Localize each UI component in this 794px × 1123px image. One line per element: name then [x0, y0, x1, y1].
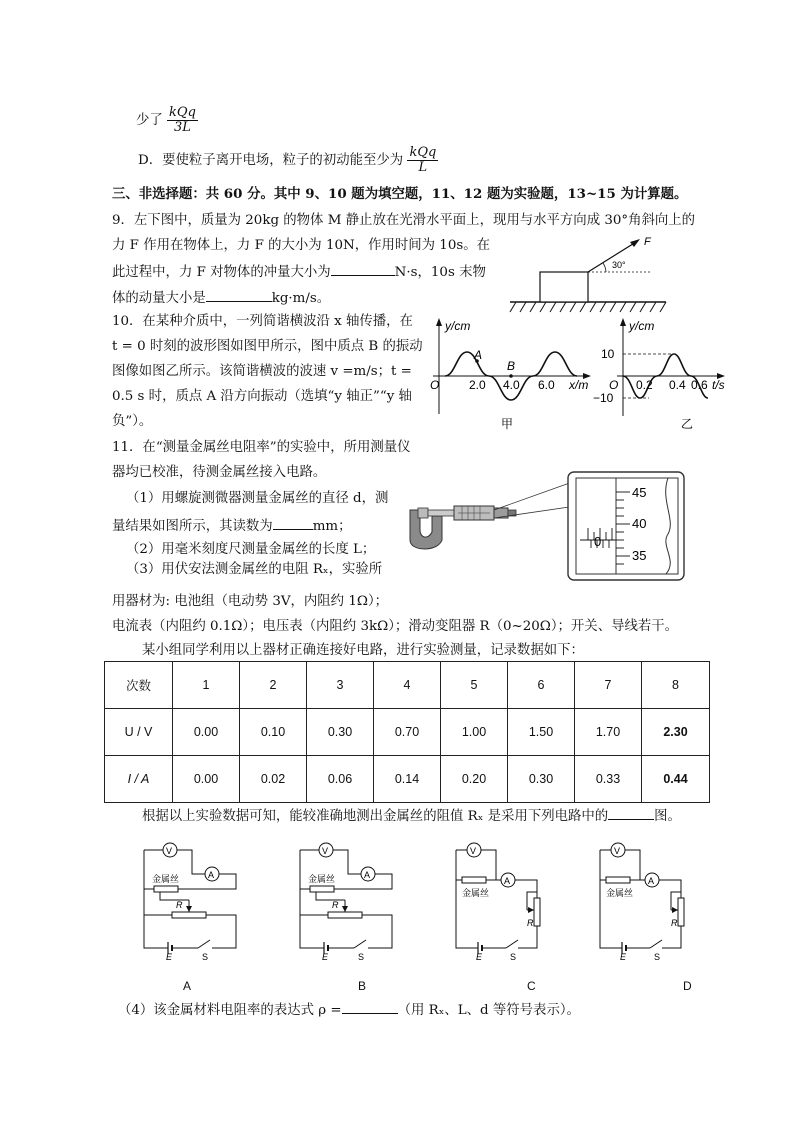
circuit-d-label: D [683, 979, 692, 993]
table-cell: 0.44 [642, 756, 710, 803]
ammeter-label: A [648, 876, 655, 886]
option-d-text: D．要使粒子离开电场，粒子的初动能至少为 [138, 153, 404, 168]
q11-part4 [118, 999, 580, 1021]
voltmeter-label: V [166, 846, 173, 856]
q11-part1-text: 量结果如图所示，其读数为 [112, 519, 273, 534]
voltmeter-label: V [322, 846, 329, 856]
fraction-denominator: L [418, 160, 428, 175]
battery-label: E [620, 952, 627, 960]
table-cell: U / V [105, 709, 173, 756]
table-cell: 1 [173, 662, 240, 709]
option-d [138, 146, 438, 175]
section-heading: 三、非选择题：共 60 分。其中 9、10 题为填空题，11、12 题为实验题，13~15 为计算题。 [112, 186, 688, 202]
wave-graph-jia [425, 318, 600, 430]
table-cell: 0.14 [374, 756, 441, 803]
circuit-b-label: B [358, 979, 367, 993]
q11-part4-tail: （用 Rₓ、L、d 等符号表示）。 [397, 1003, 580, 1018]
q9-line4-text: 体的动量大小是 [112, 291, 206, 306]
origin-yi: O [609, 378, 619, 392]
record-intro: 某小组同学利用以上器材正确连接好电路，进行实验测量，记录数据如下： [142, 643, 584, 658]
q10-line3: 图像如图乙所示。该简谐横波的波速 v =m/s；t = [112, 364, 412, 379]
q10-line5: 负”）。 [112, 414, 153, 429]
table-cell: 0.30 [307, 709, 374, 756]
q11-line1: 11．在“测量金属丝电阻率”的实验中，所用测量仪 [112, 440, 411, 455]
q9-line3-text: 此过程中，力 F 对物体的冲量大小为 [112, 265, 331, 280]
table-row [105, 756, 710, 803]
block-m [540, 272, 588, 302]
rheostat-label: R [527, 918, 534, 928]
tick-yi-1: 0.2 [636, 378, 653, 392]
caption-jia: 甲 [501, 417, 514, 430]
q10-line2: t = 0 时刻的波形图如图甲所示，图中质点 B 的振动 [112, 339, 423, 354]
q11-part2: （2）用毫米刻度尺测量金属丝的长度 L； [126, 542, 376, 557]
option-c-fraction [167, 106, 198, 135]
q9-force-diagram [508, 232, 668, 318]
q11-part3: （3）用伏安法测金属丝的电阻 Rₓ，实验所 [126, 562, 383, 577]
table-cell: 8 [642, 662, 710, 709]
table-cell: 0.00 [173, 709, 240, 756]
table-cell: 1.70 [575, 709, 642, 756]
option-d-fraction [407, 146, 438, 175]
fraction-numerator: kQq [169, 105, 196, 120]
equipment-line1: 用器材为: 电池组（电动势 3V，内阻约 1Ω）； [112, 594, 389, 609]
point-b-label: B [507, 359, 516, 373]
xlabel-yi: t/s [712, 378, 725, 392]
circuit-a-label: A [183, 979, 192, 993]
circuit-b[interactable] [296, 836, 400, 960]
fraction-denominator: 3L [174, 120, 191, 135]
q9-line4 [112, 287, 330, 309]
thimble-45: 45 [632, 485, 647, 500]
table-cell: 3 [307, 662, 374, 709]
tick-jia-2: 4.0 [503, 378, 520, 392]
force-label: F [644, 236, 651, 248]
circuit-d[interactable] [596, 836, 692, 960]
q10-line4: 0.5 s 时，质点 A 沿方向振动（选填“y 轴正”“y 轴 [112, 389, 412, 404]
switch-label: S [654, 952, 661, 960]
vibration-graph-yi [593, 318, 745, 430]
resistivity-blank[interactable] [342, 999, 398, 1014]
voltmeter-label: V [614, 846, 621, 856]
table-cell: 5 [441, 662, 508, 709]
circuit-choice-blank[interactable] [608, 805, 654, 820]
q9-line4-unit: kg·m/s。 [271, 291, 331, 306]
rheostat-label: R [671, 918, 678, 928]
thimble-40: 40 [632, 516, 647, 531]
q9-line2: 力 F 作用在物体上，力 F 的大小为 10N，作用时间为 10s。在 [112, 238, 490, 253]
q11-part1-line2 [112, 515, 351, 537]
origin-jia: O [430, 378, 440, 392]
table-header-row [105, 662, 710, 709]
table-cell: 0.33 [575, 756, 642, 803]
ytick-neg-yi: −10 [593, 391, 614, 405]
table-cell: 0.70 [374, 709, 441, 756]
conclusion-text: 根据以上实验数据可知，能较准确地测出金属丝的阻值 Rₓ 是采用下列电路中的 [142, 809, 609, 824]
table-cell: 0.00 [173, 756, 240, 803]
rheostat-label: R [176, 900, 183, 910]
tick-yi-3: 0.6 [691, 378, 708, 392]
table-row [105, 709, 710, 756]
q9-line3 [112, 261, 486, 283]
rheostat-label: R [332, 900, 339, 910]
sleeve-zero: 0 [594, 534, 602, 549]
voltmeter-label: V [470, 846, 477, 856]
table-cell: 4 [374, 662, 441, 709]
angle-label: 30° [612, 260, 626, 270]
q9-answer-blank-2[interactable] [206, 287, 272, 302]
table-cell: I / A [105, 756, 173, 803]
q11-part1-line1: （1）用螺旋测微器测量金属丝的直径 d，测 [126, 491, 389, 506]
q9-answer-blank-1[interactable] [331, 261, 395, 276]
switch-label: S [202, 952, 209, 960]
tick-jia-3: 6.0 [538, 378, 555, 392]
caption-yi: 乙 [681, 417, 694, 430]
table-cell: 0.02 [240, 756, 307, 803]
fraction-numerator: kQq [409, 145, 437, 160]
wire-label: 金属丝 [308, 874, 336, 884]
table-cell: 0.30 [508, 756, 575, 803]
switch-label: S [510, 952, 517, 960]
wire-label: 金属丝 [462, 888, 490, 898]
q10-line1: 10．在某种介质中，一列简谐横波沿 x 轴传播，在 [112, 314, 413, 329]
thimble-35: 35 [632, 548, 647, 563]
circuit-c-label: C [527, 979, 536, 993]
table-cell: 2.30 [642, 709, 710, 756]
table-cell: 6 [508, 662, 575, 709]
q11-part4-text: （4）该金属材料电阻率的表达式 ρ = [118, 1003, 342, 1018]
table-cell: 7 [575, 662, 642, 709]
q9-line3-unit: N·s，10s 末物 [394, 265, 486, 280]
wire-label: 金属丝 [606, 888, 634, 898]
battery-label: E [476, 952, 483, 960]
table-cell: 2 [240, 662, 307, 709]
ammeter-label: A [504, 876, 511, 886]
tick-yi-2: 0.4 [669, 378, 686, 392]
q11-line2: 器均已校准，待测金属丝接入电路。 [112, 465, 327, 480]
circuit-a[interactable] [140, 836, 244, 960]
option-c-tail [136, 106, 198, 135]
q11-part1-unit: mm； [312, 519, 352, 534]
ylabel-yi: y/cm [629, 319, 655, 333]
ytick-pos-yi: 10 [601, 347, 615, 361]
equipment-line2: 电流表（内阻约 0.1Ω）；电压表（内阻约 3kΩ）；滑动变阻器 R（0~20Ω）；开关、导线若干。 [112, 619, 679, 634]
table-cell: 0.20 [441, 756, 508, 803]
tick-jia-1: 2.0 [469, 378, 486, 392]
table-cell: 0.06 [307, 756, 374, 803]
ammeter-label: A [364, 870, 371, 880]
data-table [104, 661, 710, 803]
conclusion [142, 805, 681, 827]
battery-label: E [322, 952, 329, 960]
table-cell: 1.50 [508, 709, 575, 756]
xlabel-jia: x/m [569, 378, 589, 392]
battery-label: E [166, 952, 173, 960]
option-c-text: 少了 [136, 113, 163, 128]
wire-label: 金属丝 [152, 874, 180, 884]
point-a-label: A [474, 348, 483, 362]
micrometer-figure [398, 470, 688, 584]
switch-label: S [358, 952, 365, 960]
q11-diameter-blank[interactable] [273, 515, 313, 530]
ammeter-label: A [208, 870, 215, 880]
q9-line1: 9．左下图中，质量为 20kg 的物体 M 静止放在光滑水平面上，现用与水平方向成 30°角斜向上的 [112, 213, 696, 228]
table-cell: 0.10 [240, 709, 307, 756]
circuit-c[interactable] [452, 836, 548, 960]
table-cell: 1.00 [441, 709, 508, 756]
table-cell: 次数 [105, 662, 173, 709]
ylabel-jia: y/cm [445, 319, 471, 333]
conclusion-tail: 图。 [654, 809, 681, 824]
